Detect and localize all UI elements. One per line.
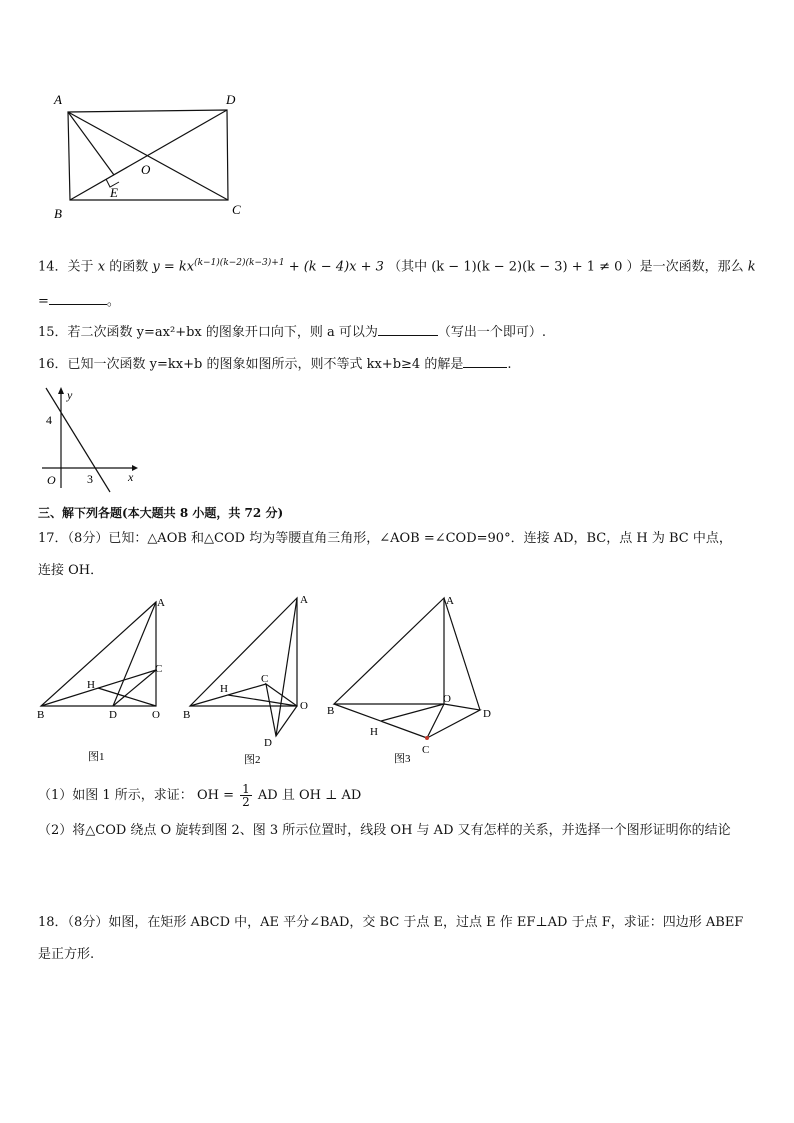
label-o: O xyxy=(141,162,151,177)
question-18-line1: 18．（8分）如图，在矩形 ABCD 中，AE 平分∠BAD，交 BC 于点 E，过点 E 作 EF⊥AD 于点 F，求证：四边形 ABEF xyxy=(38,915,744,930)
question-14-answer xyxy=(38,292,120,311)
fig1-label-a: A xyxy=(157,597,165,609)
segment-ad xyxy=(113,602,156,706)
fig2-label-a: A xyxy=(300,594,308,606)
fig3-label-a: A xyxy=(446,595,454,607)
origin-label: O xyxy=(47,473,56,487)
y-axis-arrow xyxy=(58,387,64,394)
q14-condition: （其中 (k − 1)(k − 2)(k − 3) + 1 ≠ 0 ） xyxy=(388,259,640,275)
q14-answer-prefix: = xyxy=(38,294,49,309)
fig1-caption: 图1 xyxy=(88,751,105,763)
q14-prefix: 关于 xyxy=(67,259,94,275)
segment-ad xyxy=(276,598,297,736)
tick-label-y: 4 xyxy=(46,413,52,427)
label-a: A xyxy=(54,92,62,107)
label-d: D xyxy=(226,92,236,107)
q14-answer-blank[interactable] xyxy=(49,292,107,305)
fig2-label-h: H xyxy=(220,683,228,695)
q17-figure-1 xyxy=(34,592,174,772)
fig1-label-h: H xyxy=(87,679,95,691)
fig3-label-o: O xyxy=(443,693,451,705)
label-c: C xyxy=(232,202,241,217)
rectangle-figure xyxy=(40,88,270,223)
question-14 xyxy=(38,254,756,276)
fig2-label-b: B xyxy=(183,709,191,721)
question-17-line2: 连接 OH． xyxy=(38,563,104,578)
fig2-label-d: D xyxy=(264,737,272,749)
point-c-marker xyxy=(425,736,429,740)
question-17-part1 xyxy=(38,783,361,809)
q14-exponent: (k−1)(k−2)(k−3)+1 xyxy=(194,258,285,268)
q15-answer-blank[interactable] xyxy=(378,323,438,336)
fig1-label-c: C xyxy=(155,663,163,675)
fraction-numerator: 1 xyxy=(242,782,250,796)
q15-end: （写出一个即可）. xyxy=(437,325,547,340)
fraction-one-half xyxy=(240,783,252,808)
fig3-label-h: H xyxy=(370,726,378,738)
q17-figure-3 xyxy=(324,592,504,777)
triangle-aob xyxy=(190,598,297,706)
q14-suffix: 是一次函数，那么 xyxy=(639,259,744,275)
fig1-label-d: D xyxy=(109,709,117,721)
q14-number: 14． xyxy=(38,259,68,275)
fig2-label-o: O xyxy=(300,700,308,712)
segment-cd xyxy=(113,670,156,706)
fraction-denominator: 2 xyxy=(242,795,250,809)
q17-figure-2 xyxy=(180,592,320,772)
question-16 xyxy=(38,355,511,374)
q16-text: 16．已知一次函数 y=kx+b 的图象如图所示，则不等式 kx+b≥4 的解是 xyxy=(38,357,464,372)
axis-label-y: y xyxy=(67,388,73,402)
triangle-cod xyxy=(266,684,297,736)
q15-text: 15．若二次函数 y=ax²+bx 的图象开口向下，则 a 可以为 xyxy=(38,325,378,340)
section-3-title: 三、解下列各题(本大题共 8 小题，共 72 分) xyxy=(38,506,284,520)
axis-label-x: x xyxy=(128,470,134,484)
segment-ae xyxy=(68,112,114,175)
q17-part1-oh: OH = xyxy=(196,788,234,803)
q16-end: . xyxy=(507,357,512,372)
label-b: B xyxy=(54,206,62,221)
fig1-label-o: O xyxy=(152,709,160,721)
tick-label-x: 3 xyxy=(87,472,93,486)
q17-part1-prefix: （1）如图 1 所示，求证： xyxy=(38,788,193,803)
q14-formula: y = kx xyxy=(152,259,195,275)
question-15 xyxy=(38,323,546,342)
fig3-caption: 图3 xyxy=(394,753,411,765)
linear-function-graph xyxy=(36,384,146,494)
segment-oh xyxy=(98,688,156,706)
q14-k: k xyxy=(747,259,756,275)
fig3-label-d: D xyxy=(483,708,491,720)
q14-end: 。 xyxy=(106,294,120,309)
fig1-label-b: B xyxy=(37,709,45,721)
q14-formula-tail: + (k − 4)x + 3 xyxy=(288,259,384,275)
label-e: E xyxy=(110,185,118,200)
segment-bc xyxy=(334,704,427,738)
fig2-label-c: C xyxy=(261,673,269,685)
fig3-label-c: C xyxy=(422,744,430,756)
fig2-caption: 图2 xyxy=(244,754,261,766)
segment-oh xyxy=(228,695,297,706)
triangle-cod xyxy=(427,704,480,738)
fig3-label-b: B xyxy=(327,705,335,717)
q16-answer-blank[interactable] xyxy=(463,355,507,368)
question-17-part2: （2）将△COD 绕点 O 旋转到图 2、图 3 所示位置时，线段 OH 与 AD 又有怎样的关系，并选择一个图形证明你的结论 xyxy=(38,823,731,838)
question-17-line1: 17．（8分）已知：△AOB 和△COD 均为等腰直角三角形，∠AOB =∠COD=90°．连接 AD，BC，点 H 为 BC 中点， xyxy=(38,531,732,546)
triangle-aob xyxy=(334,598,444,704)
segment-oh xyxy=(381,704,444,721)
q14-var: x xyxy=(97,259,106,275)
q17-part1-rest: AD 且 OH ⊥ AD xyxy=(257,788,362,803)
q14-mid: 的函数 xyxy=(109,259,149,275)
question-18-line2: 是正方形. xyxy=(38,947,95,962)
triangle-aob xyxy=(41,602,156,706)
